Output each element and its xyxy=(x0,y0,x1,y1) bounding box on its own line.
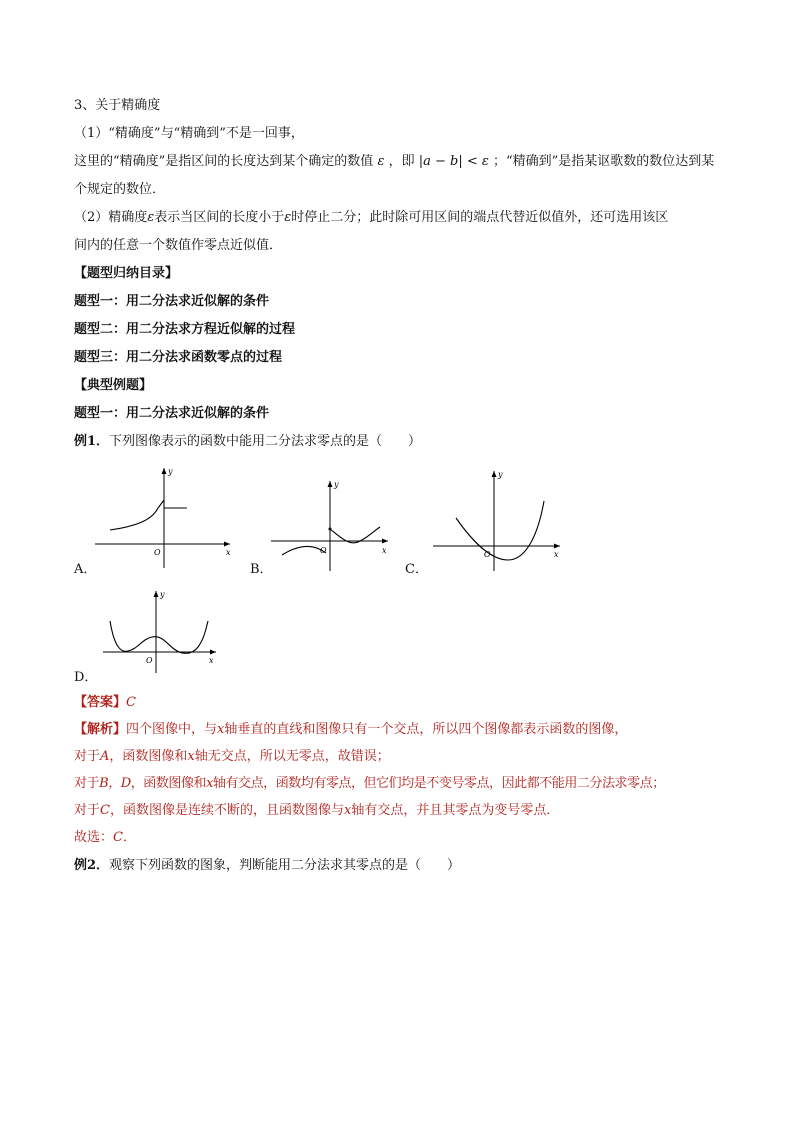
graph-b xyxy=(268,475,393,575)
abs-expression: |a − b| < ε xyxy=(418,154,489,169)
graph-d-x-arrow xyxy=(210,650,216,655)
analysis-text: 故选： xyxy=(74,830,114,845)
graph-c-x-label: x xyxy=(554,550,559,559)
analysis-text: 对于 xyxy=(74,803,101,818)
graph-c-curve xyxy=(456,501,544,560)
paragraph-3: 个规定的数位． xyxy=(74,182,166,197)
type1-title: 题型一：用二分法求近似解的条件 xyxy=(74,406,270,421)
p4-part-b: 表示当区间的长度小于 xyxy=(154,210,285,225)
p2-part-a: 这里的“精确度”是指区间的长度达到某个确定的数值 xyxy=(74,154,374,169)
p2-part-b: ，即 xyxy=(388,154,415,169)
graph-c-y-label: y xyxy=(498,470,503,479)
graph-a-curve xyxy=(110,500,164,530)
analysis-text: ，函数图像是连续不断的，且函数图像与 xyxy=(109,803,344,818)
analysis-text: 轴垂直的直线和图像只有一个交点，所以四个图像都表示函数的图像， xyxy=(224,722,628,737)
analysis-text: ． xyxy=(122,830,136,845)
analysis-text: 轴有交点，函数均有零点，但它们均是不变号零点，因此都不能用二分法求零点； xyxy=(212,776,665,791)
analysis-text: 四个图像中，与 xyxy=(126,722,218,737)
example-1-label: 例1． xyxy=(74,434,110,449)
graph-d xyxy=(100,585,220,675)
analysis-line-4 xyxy=(74,802,559,820)
paragraph-1: （1）“精确度”与“精确到”不是一回事， xyxy=(74,126,304,141)
graph-a-x-arrow xyxy=(224,542,230,547)
examples-title: 【典型例题】 xyxy=(74,378,153,393)
analysis-label: 【解析】 xyxy=(74,722,127,737)
graph-b-point xyxy=(329,528,332,531)
x-symbol: x xyxy=(343,803,352,818)
graph-a xyxy=(92,462,237,572)
analysis-text: 轴有交点，并且其零点为变号零点． xyxy=(351,803,560,818)
p4-part-a: （2）精确度 xyxy=(74,210,148,225)
example-2 xyxy=(74,857,460,875)
option-c-label: C． xyxy=(405,562,428,577)
answer-value: C xyxy=(126,695,136,710)
x-symbol: x xyxy=(217,722,225,737)
graph-d-y-arrow xyxy=(154,591,159,597)
example-1 xyxy=(74,433,421,451)
graph-b-y-label: y xyxy=(334,480,339,489)
option-symbol-c: C xyxy=(113,830,123,845)
epsilon-symbol-3: ε xyxy=(284,210,292,225)
example-1-question: 下列图像表示的函数中能用二分法求零点的是（ ） xyxy=(109,434,422,449)
epsilon-symbol: ε xyxy=(377,154,385,169)
toc-item-2: 题型二：用二分法求方程近似解的过程 xyxy=(74,322,296,337)
analysis-text: 轴无交点，所以无零点，故错误； xyxy=(194,749,390,764)
epsilon-symbol-2: ε xyxy=(147,210,155,225)
graph-b-x-arrow xyxy=(382,539,388,544)
graph-a-y-label: y xyxy=(168,467,173,476)
analysis-line-3 xyxy=(74,775,665,793)
graph-b-x-label: x xyxy=(382,546,387,555)
graph-a-y-arrow xyxy=(162,468,167,474)
section-heading: 3、关于精确度 xyxy=(74,98,161,113)
analysis-text: ，函数图像和 xyxy=(130,776,207,791)
p2-part-c: ；“精确到”是指某讴歌数的数位达到某 xyxy=(492,154,715,169)
toc-item-3: 题型三：用二分法求函数零点的过程 xyxy=(74,350,283,365)
paragraph-4 xyxy=(74,209,668,227)
analysis-line-2 xyxy=(74,748,390,766)
graph-b-origin-label: O xyxy=(320,546,327,555)
toc-title: 【题型归纳目录】 xyxy=(74,266,179,281)
option-symbol-bd: B，D xyxy=(99,776,131,791)
x-symbol: x xyxy=(187,749,195,764)
analysis-text: ，函数图像和 xyxy=(109,749,188,764)
graph-d-curve xyxy=(110,621,208,653)
graph-d-y-label: y xyxy=(160,590,165,599)
option-b-label: B． xyxy=(250,562,273,577)
graph-a-origin-label: O xyxy=(154,548,161,557)
graph-c-y-arrow xyxy=(492,471,497,477)
option-a-label: A． xyxy=(74,562,97,577)
answer-label: 【答案】 xyxy=(74,695,127,710)
p4-part-c: 时停止二分；此时除可用区间的端点代替近似值外，还可选用该区 xyxy=(291,210,669,225)
graph-d-x-label: x xyxy=(209,656,214,665)
analysis-text: 对于 xyxy=(74,776,100,791)
option-symbol-a: A xyxy=(100,749,110,764)
example-2-label: 例2． xyxy=(74,858,110,873)
graph-c-x-arrow xyxy=(554,544,560,549)
analysis-line-1 xyxy=(74,721,627,739)
graph-c-origin-label: O xyxy=(484,550,491,559)
example-2-question: 观察下列函数的图象，判断能用二分法求其零点的是（ ） xyxy=(109,858,461,873)
graph-d-origin-label: O xyxy=(146,656,153,665)
toc-item-1: 题型一：用二分法求近似解的条件 xyxy=(74,294,270,309)
option-symbol-c: C xyxy=(100,803,110,818)
analysis-text: 对于 xyxy=(74,749,101,764)
option-d-label: D． xyxy=(74,670,98,685)
graph-b-y-arrow xyxy=(328,481,333,487)
x-symbol: x xyxy=(206,776,213,791)
graph-c xyxy=(430,465,565,573)
answer xyxy=(74,694,136,712)
paragraph-2 xyxy=(74,153,714,171)
paragraph-5: 间内的任意一个数值作零点近似值． xyxy=(74,238,283,253)
analysis-line-5 xyxy=(74,829,136,847)
graph-b-right-curve xyxy=(330,527,380,543)
graph-a-x-label: x xyxy=(226,548,231,557)
